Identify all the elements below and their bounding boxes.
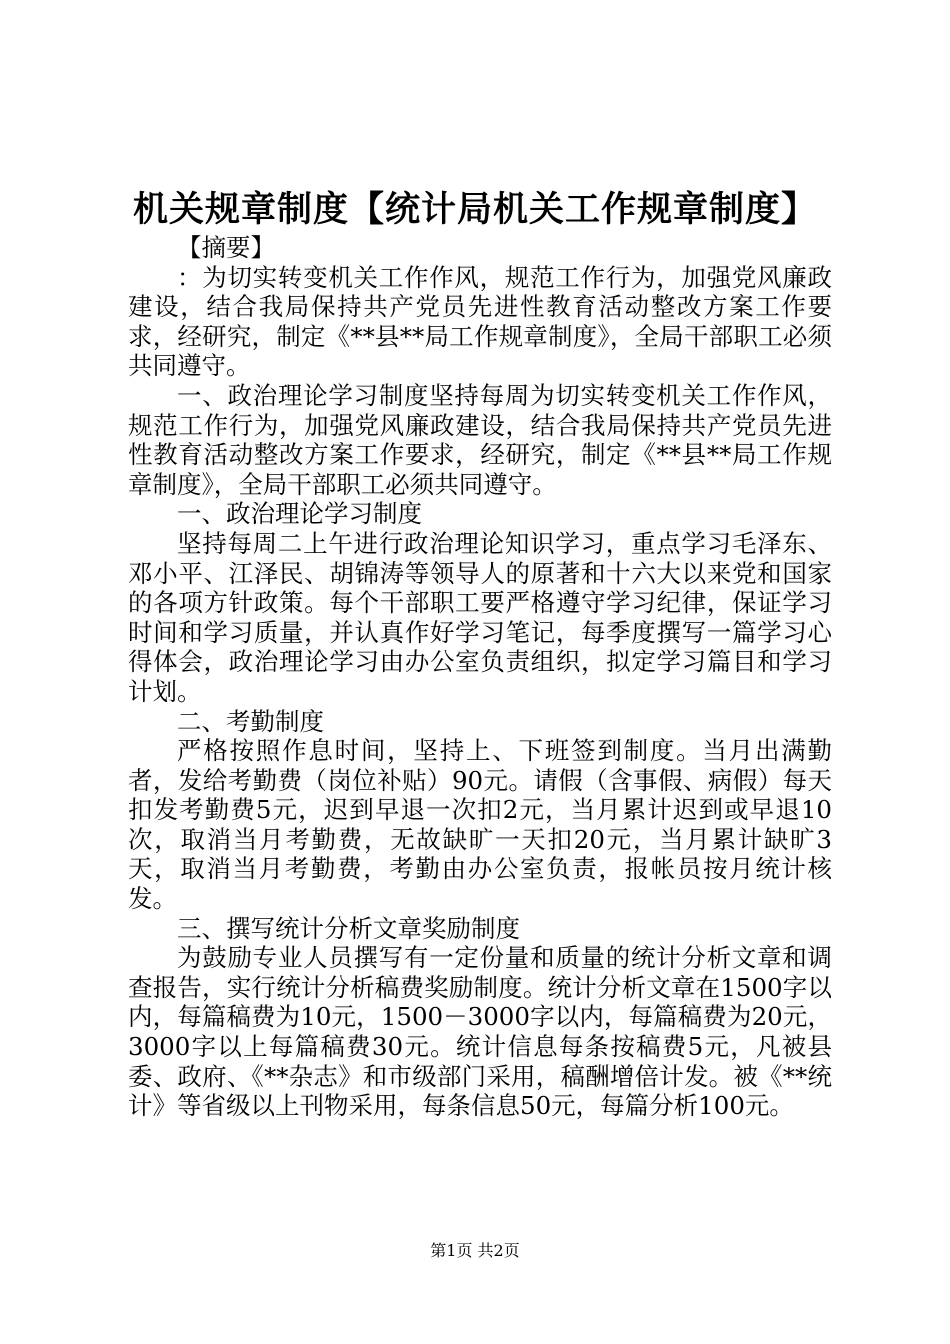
- body-paragraph: 一、政治理论学习制度坚持每周为切实转变机关工作作风，规范工作行为，加强党风廉政建设，结合我局保持共产党员先进性教育活动整改方案工作要求，经研究，制定《**县**局工作规章制度》，全局干部职工必须共同遵守。: [128, 380, 832, 499]
- page-footer: 第1页 共2页: [430, 1241, 520, 1260]
- section-heading-study: 一、政治理论学习制度: [177, 499, 422, 529]
- body-paragraph: 严格按照作息时间，坚持上、下班签到制度。当月出满勤者，发给考勤费（岗位补贴）90元。请假（含事假、病假）每天扣发考勤费5元，迟到早退一次扣2元，当月累计迟到或早退10次，取消当月考勤费，无故缺旷一天扣20元，当月累计缺旷3天，取消当月考勤费，考勤由办公室负责，报帐员按月统计核发。: [128, 736, 832, 914]
- document-body: [128, 233, 832, 1121]
- abstract-paragraph: ：为切实转变机关工作作风，规范工作行为，加强党风廉政建设，结合我局保持共产党员先进性教育活动整改方案工作要求，经研究，制定《**县**局工作规章制度》，全局干部职工必须共同遵守。: [128, 262, 832, 381]
- body-paragraph: 为鼓励专业人员撰写有一定份量和质量的统计分析文章和调查报告，实行统计分析稿费奖励制度。统计分析文章在1500字以内，每篇稿费为10元，1500－3000字以内，每篇稿费为20元，3000字以上每篇稿费30元。统计信息每条按稿费5元，凡被县委、政府、《**杂志》和市级部门采用，稿酬增倍计发。被《**统计》等省级以上刊物采用，每条信息50元，每篇分析100元。: [128, 943, 832, 1121]
- section-heading-attendance: 二、考勤制度: [177, 706, 324, 736]
- section-heading-reward: 三、撰写统计分析文章奖励制度: [177, 913, 520, 943]
- body-paragraph: 坚持每周二上午进行政治理论知识学习，重点学习毛泽东、邓小平、江泽民、胡锦涛等领导人的原著和十六大以来党和国家的各项方针政策。每个干部职工要严格遵守学习纪律，保证学习时间和学习质量，并认真作好学习笔记，每季度撰写一篇学习心得体会，政治理论学习由办公室负责组织，拟定学习篇目和学习计划。: [128, 528, 832, 706]
- abstract-heading: 【摘要】: [177, 233, 275, 262]
- document-title: 机关规章制度【统计局机关工作规章制度】: [132, 189, 817, 230]
